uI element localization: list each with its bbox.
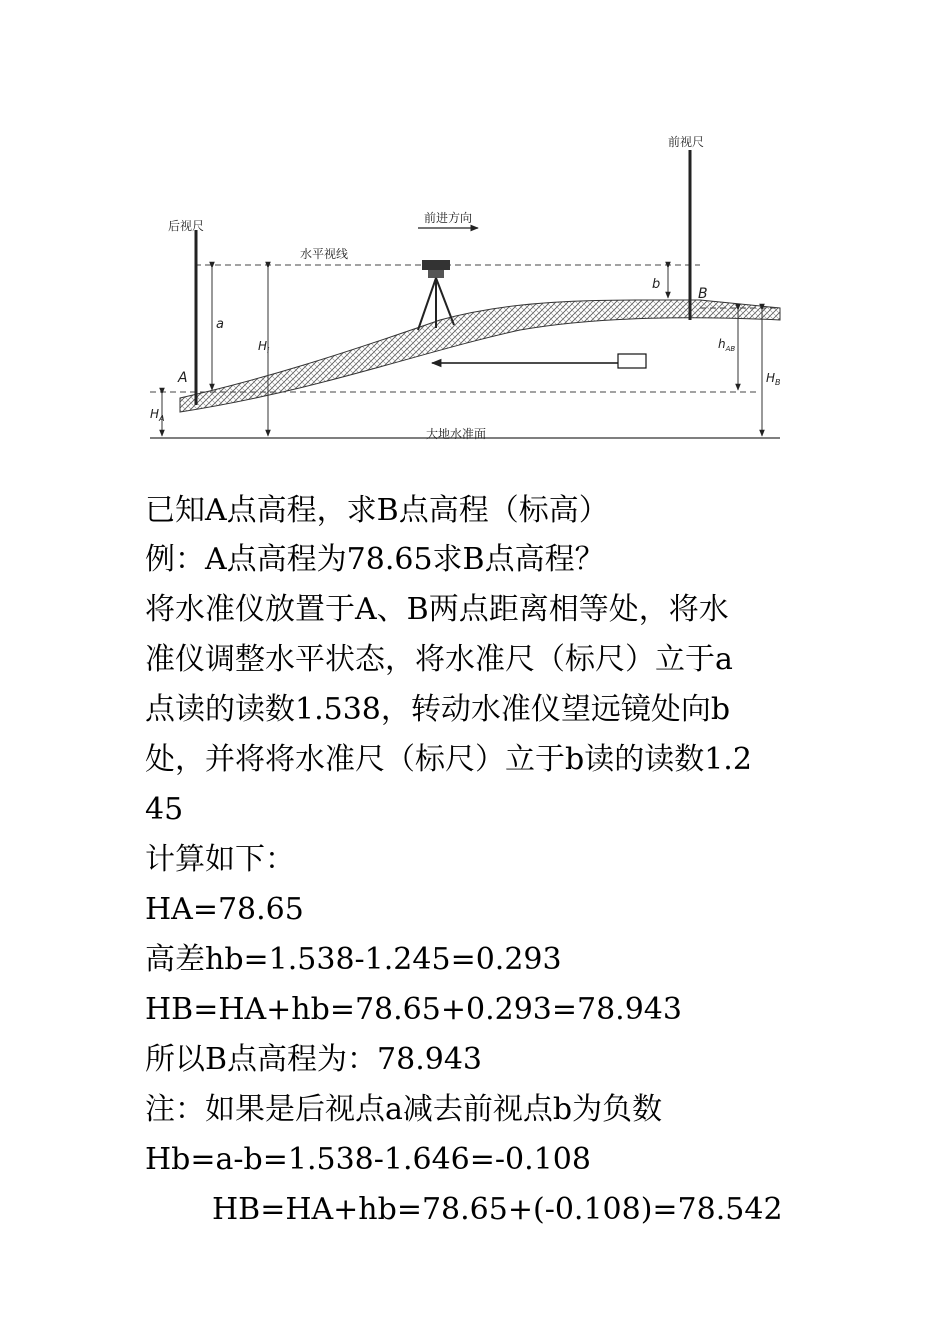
hi-label: H [258, 339, 268, 353]
text-line-10: 高差hb=1.538-1.245=0.293 [145, 942, 562, 977]
point-a-label: A [178, 370, 188, 386]
text-line-5: 点读的读数1.538，转动水准仪望远镜处向b [145, 692, 731, 727]
hi-sub: i [267, 346, 270, 355]
text-line-7: 45 [145, 792, 184, 827]
text-line-14: Hb=a-b=1.538-1.646=-0.108 [145, 1142, 591, 1177]
reading-b-label: b [652, 277, 661, 292]
text-line-1: 已知A点高程，求B点高程（标高） [145, 493, 609, 528]
arrow-box [618, 354, 646, 368]
text-line-3: 将水准仪放置于A、B两点距离相等处，将水 [145, 592, 729, 627]
text-line-12: 所以B点高程为：78.943 [145, 1042, 483, 1077]
direction-label: 前进方向 [424, 211, 473, 225]
text-line-8: 计算如下： [145, 842, 295, 877]
front-rod-label: 前视尺 [668, 135, 705, 149]
ha-sub: A [159, 414, 165, 423]
hab-sub: AB [725, 345, 736, 353]
hab-label: h [718, 337, 726, 351]
ha-label: H [150, 407, 160, 421]
hb-label: H [766, 371, 776, 385]
text-line-6: 处，并将将水准尺（标尺）立于b读的读数1.2 [145, 742, 752, 777]
text-line-11: HB=HA+hb=78.65+0.293=78.943 [145, 992, 682, 1027]
svg-text:hAB [718, 337, 735, 353]
text-line-15: HB=HA+hb=78.65+(-0.108)=78.542 [212, 1192, 783, 1227]
svg-text:HB [766, 371, 781, 387]
datum-label: 大地水准面 [426, 427, 487, 441]
text-line-13: 注：如果是后视点a减去前视点b为负数 [145, 1092, 663, 1127]
sight-line-label: 水平视线 [300, 247, 349, 261]
leveling-diagram [140, 130, 790, 460]
hb-sub: B [775, 378, 781, 387]
point-b-label: B [698, 286, 708, 302]
text-line-2: 例：A点高程为78.65求B点高程？ [145, 542, 605, 577]
text-line-9: HA=78.65 [145, 892, 304, 927]
reading-a-label: a [216, 317, 224, 332]
back-rod-label: 后视尺 [168, 219, 205, 233]
text-line-4: 准仪调整水平状态，将水准尺（标尺）立于a [145, 642, 733, 677]
